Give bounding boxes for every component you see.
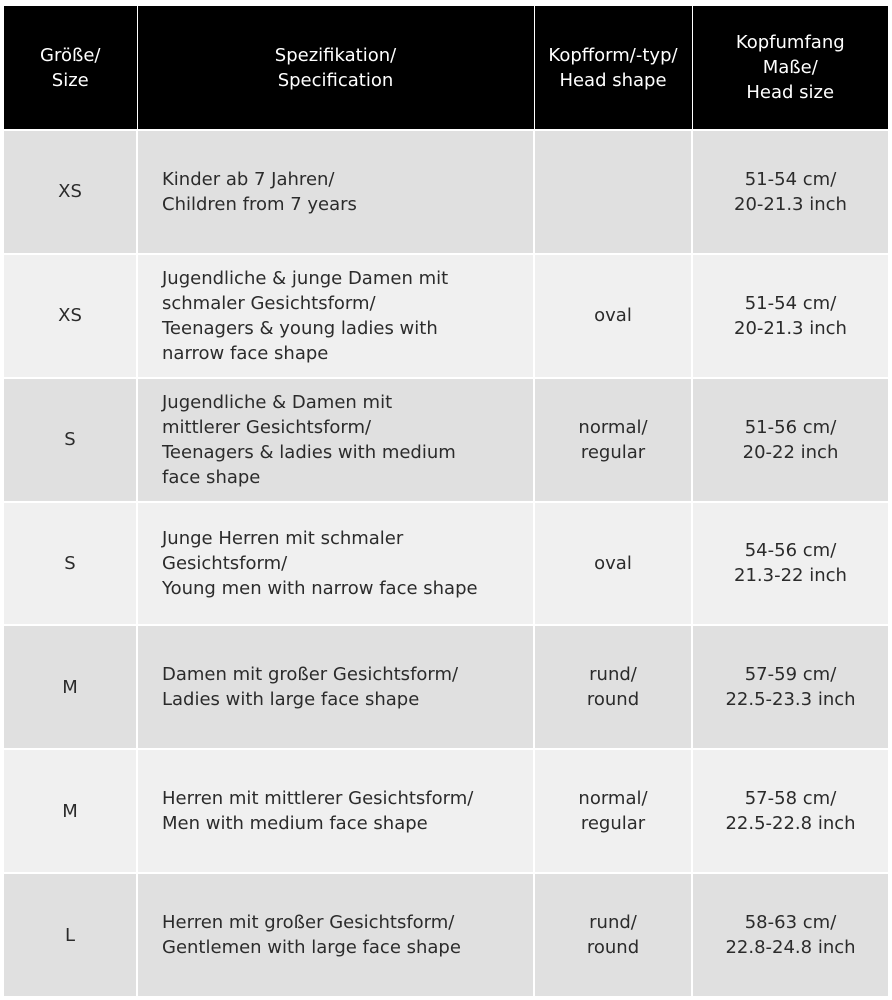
table-body: [4, 130, 888, 997]
cell-specification: Jugendliche & junge Damen mit schmaler Gesichtsform/ Teenagers & young ladies with narrow face shape: [137, 254, 534, 378]
cell-head-shape: rund/ round: [534, 873, 692, 997]
table-row: [4, 254, 888, 378]
size-chart-table: [4, 6, 888, 998]
table-row: [4, 873, 888, 997]
cell-head-size: 54-56 cm/ 21.3-22 inch: [692, 502, 888, 626]
table-row: [4, 378, 888, 502]
cell-head-shape: normal/ regular: [534, 378, 692, 502]
cell-head-size: 51-56 cm/ 20-22 inch: [692, 378, 888, 502]
cell-head-shape: rund/ round: [534, 625, 692, 749]
cell-specification: Junge Herren mit schmaler Gesichtsform/ Young men with narrow face shape: [137, 502, 534, 626]
cell-size: XS: [4, 254, 137, 378]
cell-size: XS: [4, 130, 137, 254]
cell-size: L: [4, 873, 137, 997]
cell-head-size: 58-63 cm/ 22.8-24.8 inch: [692, 873, 888, 997]
cell-head-shape: [534, 130, 692, 254]
header-size: Größe/ Size: [4, 6, 137, 130]
cell-specification: Herren mit mittlerer Gesichtsform/ Men with medium face shape: [137, 749, 534, 873]
cell-size: S: [4, 378, 137, 502]
cell-specification: Herren mit großer Gesichtsform/ Gentlemen with large face shape: [137, 873, 534, 997]
cell-size: M: [4, 625, 137, 749]
cell-specification: Jugendliche & Damen mit mittlerer Gesichtsform/ Teenagers & ladies with medium face shape: [137, 378, 534, 502]
header-head-size: Kopfumfang Maße/ Head size: [692, 6, 888, 130]
cell-specification: Damen mit großer Gesichtsform/ Ladies with large face shape: [137, 625, 534, 749]
cell-head-shape: normal/ regular: [534, 749, 692, 873]
cell-head-shape: oval: [534, 502, 692, 626]
header-specification: Spezifikation/ Specification: [137, 6, 534, 130]
cell-head-size: 57-59 cm/ 22.5-23.3 inch: [692, 625, 888, 749]
header-row: [4, 6, 888, 130]
table-row: [4, 625, 888, 749]
table-header: [4, 6, 888, 130]
table-row: [4, 749, 888, 873]
table-row: [4, 130, 888, 254]
cell-size: M: [4, 749, 137, 873]
cell-head-size: 51-54 cm/ 20-21.3 inch: [692, 130, 888, 254]
table-row: [4, 502, 888, 626]
header-head-shape: Kopfform/-typ/ Head shape: [534, 6, 692, 130]
cell-size: S: [4, 502, 137, 626]
cell-head-size: 51-54 cm/ 20-21.3 inch: [692, 254, 888, 378]
cell-specification: Kinder ab 7 Jahren/ Children from 7 years: [137, 130, 534, 254]
cell-head-size: 57-58 cm/ 22.5-22.8 inch: [692, 749, 888, 873]
cell-head-shape: oval: [534, 254, 692, 378]
